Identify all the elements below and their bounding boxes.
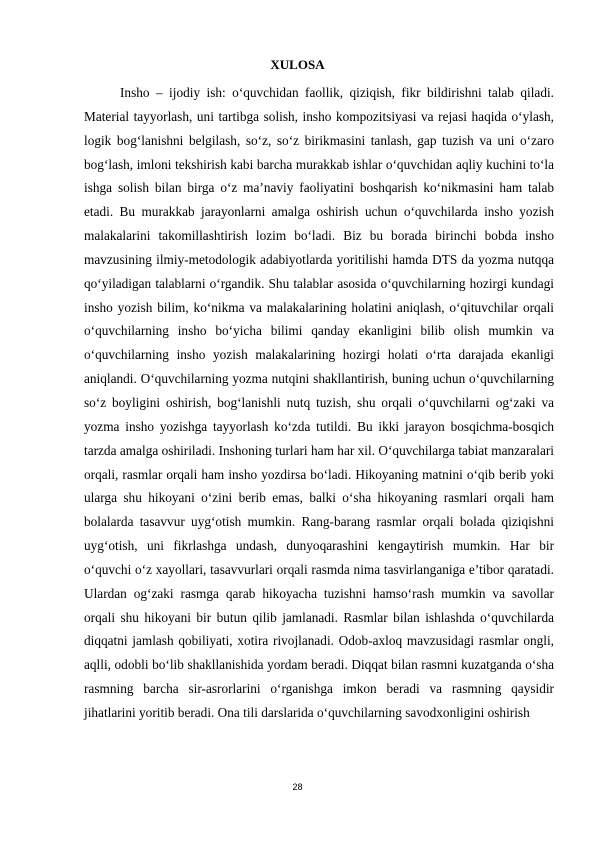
page-number: 28 <box>292 782 303 792</box>
page-title: XULOSA <box>270 57 325 72</box>
body-paragraph: Insho – ijodiy ish: o‘quvchidan faollik, qiziqish, fikr bildirishni talab qiladi. Material tayyorlash, uni tartibga solish, insho kompozitsiyasi va rejasi haqida o‘ylash, logik bog‘lanishni belgilash, so‘z, so‘z birikmasini tanlash, gap tuzish va uni o‘zaro bog‘lash, imloni tekshirish kabi barcha murakkab ishlar o‘quvchidan aqliy kuchini to‘la ishga solish bilan birga o‘z ma’naviy faoliyatini boshqarish ko‘nikmasini ham talab etadi. Bu murakkab jarayonlarni amalga oshirish uchun o‘quvchilarda insho yozish malakalarini takomillashtirish lozim bo‘ladi. Biz bu borada birinchi bobda insho mavzusining ilmiy-metodologik adabiyotlarda yoritilishi hamda DTS da yozma nutqqa qo‘yiladigan talablarni o‘rgandik. Shu talablar asosida o‘quvchilarning hozirgi kundagi insho yozish bilim, ko‘nikma va malakalarining holatini aniqlash, o‘qituvchilar orqali o‘quvchilarning insho bo‘yicha bilimi qanday ekanligini bilib olish mumkin va o‘quvchilarning insho yozish malakalarining hozirgi holati o‘rta darajada ekanligi aniqlandi. O‘quvchilarning yozma nutqini shakllantirish, buning uchun o‘quvchilarning so‘z boyligini oshirish, bog‘lanishli nutq tuzish, shu orqali o‘quvchilarni og‘zaki va yozma insho yozishga tayyorlash ko‘zda tutildi. Bu ikki jarayon bosqichma-bosqich tarzda amalga oshiriladi. Inshoning turlari ham har xil. O‘quvchilarga tabiat manzaralari orqali, rasmlar orqali ham insho yozdirsa bo‘ladi. Hikoyaning matnini o‘qib berib yoki ularga shu hikoyani o‘zini berib emas, balki o‘sha hikoyaning rasmlari orqali ham bolalarda tasavvur uyg‘otish mumkin. Rang-barang rasmlar orqali bolada qiziqishni uyg‘otish, uni fikrlashga undash, dunyoqarashini kengaytirish mumkin. Har bir o‘quvchi o‘z xayollari, tasavvurlari orqali rasmda nima tasvirlanganiga e’tibor qaratadi. Ulardan og‘zaki rasmga qarab hikoyacha tuzishni hamso‘rash mumkin va savollar orqali shu hikoyani bir butun qilib jamlanadi. Rasmlar bilan ishlashda o‘quvchilarda diqqatni jamlash qobiliyati, xotira rivojlanadi. Odob-axloq mavzusidagi rasmlar ongli, aqlli, odobli bo‘lib shakllanishida yordam beradi. Diqqat bilan rasmni kuzatganda o‘sha rasmning barcha sir-asrorlarini o‘rganishga imkon beradi va rasmning qaysidir jihatlarini yoritib beradi. Ona tili darslarida o‘quvchilarning savodxonligini oshirish <box>84 85 554 720</box>
